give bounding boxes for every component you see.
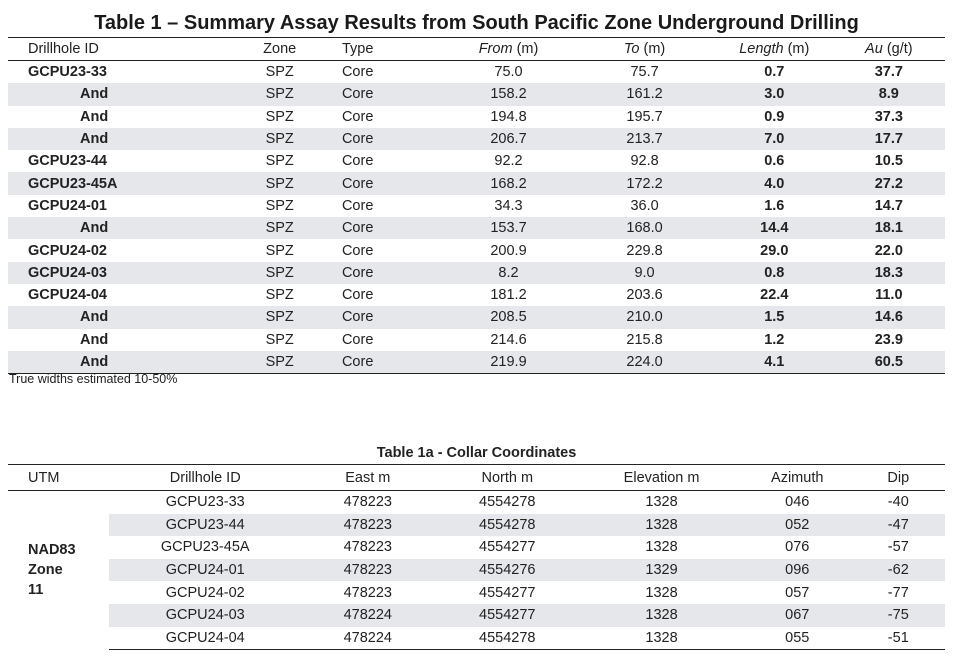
- header-elevation: Elevation m: [580, 465, 743, 491]
- cell-dip: -57: [887, 539, 909, 556]
- utm-label-line: Zone: [28, 562, 63, 579]
- cell-length: 4.1: [716, 351, 833, 374]
- cell-length: 3.0: [716, 83, 833, 105]
- cell-type: Core: [341, 242, 374, 259]
- header-dip: Dip: [852, 465, 945, 491]
- cell-zone: SPZ: [265, 108, 294, 125]
- header-azimuth: Azimuth: [743, 465, 852, 491]
- header-east: East m: [301, 465, 434, 491]
- cell-dip: -75: [852, 604, 945, 627]
- cell-length: 29.0: [760, 242, 789, 259]
- collar-coordinates-table: [8, 464, 945, 650]
- cell-au: 22.0: [874, 242, 903, 259]
- cell-elevation: 1328: [580, 604, 743, 627]
- cell-au: 8.9: [833, 83, 945, 105]
- table-row: [8, 514, 945, 537]
- cell-to: 229.8: [626, 242, 663, 259]
- cell-dip: -62: [852, 559, 945, 582]
- cell-au: 14.7: [874, 197, 903, 214]
- cell-drillhole-id: GCPU24-03: [8, 262, 217, 284]
- cell-from: 158.2: [444, 83, 573, 105]
- cell-length: 0.8: [716, 262, 833, 284]
- assay-results-table: [8, 37, 945, 374]
- cell-to: 213.7: [573, 128, 716, 150]
- cell-length: 7.0: [716, 128, 833, 150]
- cell-azimuth: 096: [743, 559, 852, 582]
- footnote: True widths estimated 10-50%: [9, 372, 178, 386]
- cell-to: 203.6: [626, 287, 663, 304]
- table-row: [8, 329, 945, 351]
- cell-drillhole-id: GCPU23-45A: [8, 172, 217, 194]
- cell-length: 1.6: [764, 197, 785, 214]
- cell-to: 161.2: [573, 83, 716, 105]
- table-row: [8, 106, 945, 128]
- cell-from: 168.2: [444, 172, 573, 194]
- table-row: [8, 150, 945, 172]
- cell-east: 478223: [343, 494, 392, 511]
- cell-drillhole-id: GCPU24-03: [109, 604, 301, 627]
- cell-from: 8.2: [444, 262, 573, 284]
- cell-north: 4554277: [479, 539, 536, 556]
- table-row: [8, 604, 945, 627]
- cell-type: Core: [341, 64, 374, 81]
- table-row: [8, 172, 945, 194]
- utm-label-line: 11: [28, 582, 44, 599]
- table-row: [8, 217, 945, 239]
- cell-to: 9.0: [573, 262, 716, 284]
- table-row: [8, 61, 945, 84]
- table-row: [8, 306, 945, 328]
- cell-au: 17.7: [833, 128, 945, 150]
- table-row: [8, 581, 945, 604]
- cell-to: 36.0: [630, 197, 659, 214]
- cell-elevation: 1328: [580, 514, 743, 537]
- cell-type: Core: [341, 108, 374, 125]
- header-utm: UTM: [8, 465, 109, 491]
- cell-au: 11.0: [875, 287, 903, 304]
- table-row: [8, 627, 945, 650]
- cell-east: 478224: [301, 627, 434, 650]
- cell-elevation: 1328: [645, 584, 678, 601]
- cell-drillhole-id: And: [8, 128, 217, 150]
- cell-drillhole-id: And: [8, 83, 217, 105]
- header-zone: Zone: [217, 38, 342, 61]
- cell-to: 215.8: [626, 331, 663, 348]
- table-row: [8, 195, 945, 217]
- table1a-title: Table 1a - Collar Coordinates: [376, 445, 577, 461]
- cell-azimuth: 076: [785, 539, 810, 556]
- header-au-label: Au: [865, 41, 883, 57]
- cell-dip: -47: [852, 514, 945, 537]
- cell-elevation: 1328: [645, 539, 678, 556]
- header-from: [444, 38, 573, 61]
- cell-from: 34.3: [494, 197, 523, 214]
- cell-from: 214.6: [490, 331, 527, 348]
- cell-type: Core: [342, 351, 444, 374]
- cell-au: 10.5: [874, 153, 903, 170]
- header-au: [833, 38, 945, 61]
- cell-au: 23.9: [874, 331, 903, 348]
- table-header-row: [8, 465, 945, 491]
- cell-type: Core: [341, 331, 374, 348]
- table-row: [8, 559, 945, 582]
- cell-to: 172.2: [573, 172, 716, 194]
- cell-north: 4554278: [434, 627, 580, 650]
- cell-dip: -51: [852, 627, 945, 650]
- cell-dip: -77: [887, 584, 909, 601]
- cell-type: Core: [342, 262, 444, 284]
- cell-zone: SPZ: [217, 351, 342, 374]
- cell-azimuth: 046: [785, 494, 810, 511]
- cell-au: 37.7: [874, 64, 903, 81]
- cell-type: Core: [342, 128, 444, 150]
- cell-au: 18.1: [833, 217, 945, 239]
- cell-to: 92.8: [630, 153, 659, 170]
- header-to-label: To: [623, 41, 640, 57]
- cell-zone: SPZ: [265, 197, 294, 214]
- cell-au: 37.3: [874, 108, 903, 125]
- cell-azimuth: 067: [743, 604, 852, 627]
- cell-drillhole-id: GCPU23-33: [28, 64, 107, 81]
- cell-drillhole-id: GCPU24-02: [28, 242, 107, 259]
- table-row: [8, 351, 945, 374]
- cell-zone: SPZ: [265, 153, 294, 170]
- header-drillhole-id: Drillhole ID: [8, 38, 217, 61]
- table-row: [8, 284, 945, 306]
- cell-drillhole-id: GCPU24-02: [165, 584, 245, 601]
- cell-north: 4554277: [434, 604, 580, 627]
- cell-to: 224.0: [573, 351, 716, 374]
- cell-zone: SPZ: [265, 242, 294, 259]
- cell-from: 208.5: [444, 306, 573, 328]
- table-row: [8, 128, 945, 150]
- cell-zone: SPZ: [217, 172, 342, 194]
- cell-elevation: 1329: [580, 559, 743, 582]
- cell-from: 92.2: [494, 153, 523, 170]
- cell-to: 168.0: [573, 217, 716, 239]
- cell-au: 27.2: [833, 172, 945, 194]
- table-header-row: [8, 38, 945, 61]
- cell-length: 0.7: [764, 64, 785, 81]
- cell-zone: SPZ: [217, 217, 342, 239]
- cell-from: 194.8: [490, 108, 527, 125]
- table-row: [8, 536, 945, 559]
- cell-zone: SPZ: [217, 306, 342, 328]
- cell-azimuth: 057: [785, 584, 810, 601]
- cell-drillhole-id: And: [8, 351, 217, 374]
- cell-from: 153.7: [444, 217, 573, 239]
- cell-from: 200.9: [490, 242, 527, 259]
- cell-au: 60.5: [833, 351, 945, 374]
- cell-length: 0.6: [764, 153, 785, 170]
- cell-type: Core: [341, 153, 374, 170]
- cell-drillhole-id: GCPU23-33: [165, 494, 245, 511]
- cell-zone: SPZ: [217, 128, 342, 150]
- cell-elevation: 1328: [580, 627, 743, 650]
- cell-type: Core: [342, 172, 444, 194]
- cell-drillhole-id: And: [80, 108, 109, 125]
- cell-au: 18.3: [833, 262, 945, 284]
- cell-length: 1.2: [764, 331, 785, 348]
- cell-to: 75.7: [630, 64, 659, 81]
- header-to-unit: (m): [643, 41, 666, 57]
- cell-zone: SPZ: [217, 262, 342, 284]
- cell-elevation: 1328: [645, 494, 678, 511]
- cell-type: Core: [341, 197, 374, 214]
- header-north: North m: [434, 465, 580, 491]
- cell-length: 0.9: [764, 108, 785, 125]
- cell-length: 14.4: [716, 217, 833, 239]
- cell-north: 4554278: [479, 494, 536, 511]
- header-au-unit: (g/t): [886, 41, 913, 57]
- cell-east: 478223: [343, 584, 392, 601]
- cell-type: Core: [341, 287, 374, 304]
- cell-from: 75.0: [494, 64, 523, 81]
- cell-east: 478223: [343, 539, 392, 556]
- cell-drillhole-id: GCPU24-01: [109, 559, 301, 582]
- header-drillhole-id: Drillhole ID: [109, 465, 301, 491]
- header-to: [573, 38, 716, 61]
- cell-azimuth: 055: [743, 627, 852, 650]
- cell-azimuth: 052: [743, 514, 852, 537]
- table-row: [8, 239, 945, 261]
- cell-north: 4554277: [479, 584, 536, 601]
- cell-drillhole-id: GCPU23-44: [109, 514, 301, 537]
- cell-from: 181.2: [490, 287, 527, 304]
- cell-drillhole-id: And: [8, 217, 217, 239]
- cell-zone: SPZ: [217, 83, 342, 105]
- table-row: [8, 491, 945, 514]
- cell-north: 4554276: [434, 559, 580, 582]
- cell-drillhole-id: GCPU24-01: [28, 197, 107, 214]
- cell-east: 478223: [301, 559, 434, 582]
- cell-dip: -40: [887, 494, 909, 511]
- header-from-label: From: [478, 41, 513, 57]
- cell-to: 195.7: [626, 108, 663, 125]
- cell-to: 210.0: [573, 306, 716, 328]
- cell-drillhole-id: GCPU23-44: [28, 153, 107, 170]
- cell-length: 22.4: [760, 287, 789, 304]
- cell-east: 478223: [301, 514, 434, 537]
- utm-label-line: NAD83: [28, 542, 76, 559]
- cell-drillhole-id: GCPU24-04: [28, 287, 107, 304]
- table-row: [8, 83, 945, 105]
- header-length-unit: (m): [787, 41, 810, 57]
- header-length-label: Length: [739, 41, 784, 57]
- cell-north: 4554278: [434, 514, 580, 537]
- header-length: [716, 38, 833, 61]
- cell-length: 1.5: [716, 306, 833, 328]
- cell-type: Core: [342, 217, 444, 239]
- header-type: Type: [342, 38, 444, 61]
- cell-type: Core: [342, 306, 444, 328]
- cell-type: Core: [342, 83, 444, 105]
- cell-from: 206.7: [444, 128, 573, 150]
- cell-east: 478224: [301, 604, 434, 627]
- cell-drillhole-id: And: [80, 331, 109, 348]
- cell-au: 14.6: [833, 306, 945, 328]
- cell-drillhole-id: GCPU24-04: [109, 627, 301, 650]
- cell-drillhole-id: GCPU23-45A: [160, 539, 250, 556]
- cell-zone: SPZ: [265, 331, 294, 348]
- cell-from: 219.9: [444, 351, 573, 374]
- cell-length: 4.0: [716, 172, 833, 194]
- utm-zone-label: [8, 491, 109, 650]
- table1-title: Table 1 – Summary Assay Results from South Pacific Zone Underground Drilling: [94, 12, 859, 34]
- cell-zone: SPZ: [265, 287, 294, 304]
- header-from-unit: (m): [516, 41, 539, 57]
- cell-drillhole-id: And: [8, 306, 217, 328]
- cell-zone: SPZ: [265, 64, 294, 81]
- table-row: [8, 262, 945, 284]
